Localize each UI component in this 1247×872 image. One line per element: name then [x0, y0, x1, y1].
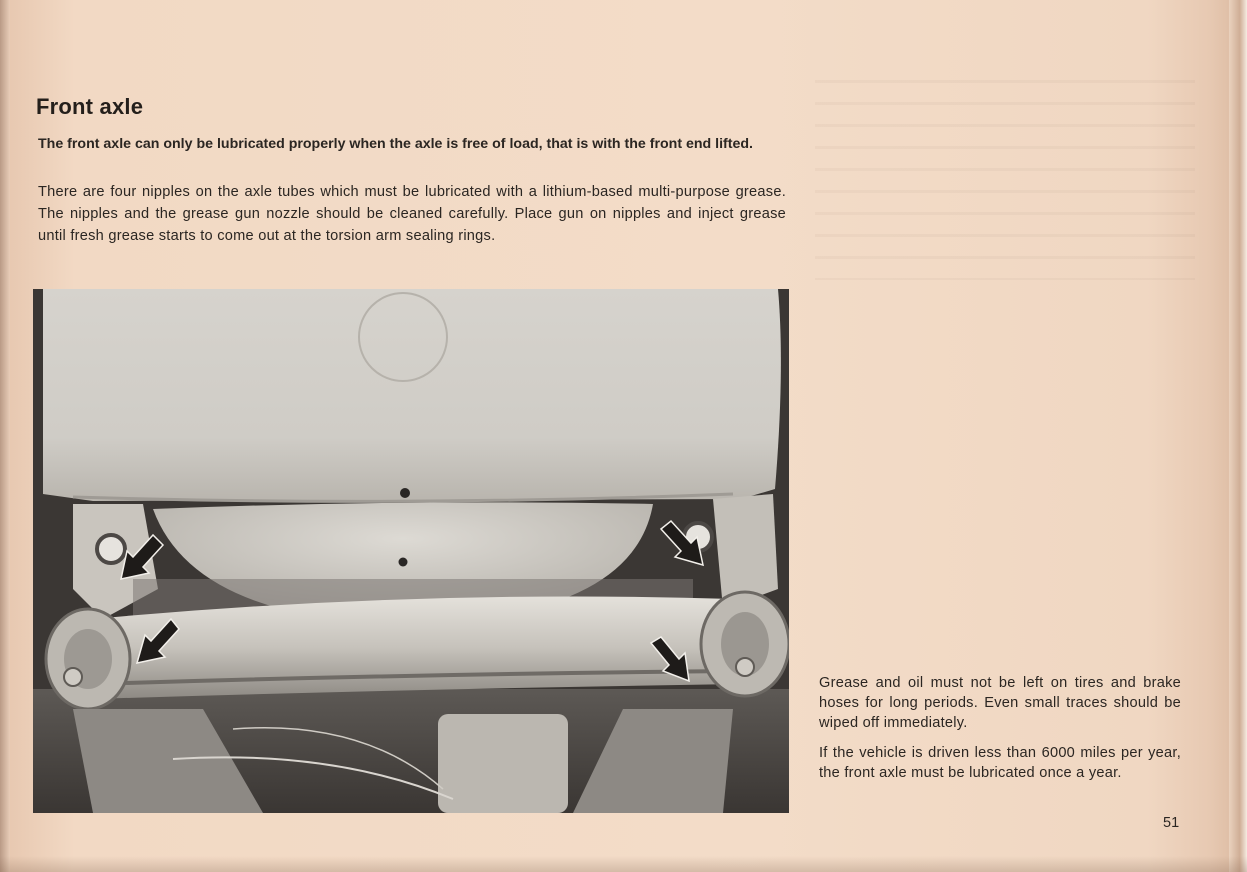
page-binding-left	[0, 0, 10, 872]
instruction-paragraph: There are four nipples on the axle tubes which must be lubricated with a lithium-based multi-purpose grease. The nipples and the grease gun nozzle should be cleaned carefully. Place gun on nipples and inject grease until fresh grease starts to come out at the torsion arm sealing rings.	[38, 184, 786, 244]
lead-paragraph: The front axle can only be lubricated properly when the axle is free of load, that is with the front end lifted.	[38, 136, 754, 152]
lubrication-interval-note: If the vehicle is driven less than 6000 miles per year, the front axle must be lubricated once a year.	[819, 745, 1181, 781]
section-heading: Front axle	[36, 94, 144, 119]
page-binding-right	[1229, 0, 1247, 872]
tire-grease-note: Grease and oil must not be left on tires and brake hoses for long periods. Even small traces should be wiped off immediately.	[819, 675, 1181, 731]
front-axle-photo	[33, 289, 789, 813]
bleed-through-texture	[815, 80, 1195, 280]
page-number: 51	[1163, 815, 1180, 831]
page-bottom-edge	[0, 856, 1247, 872]
front-axle-illustration	[33, 289, 789, 813]
